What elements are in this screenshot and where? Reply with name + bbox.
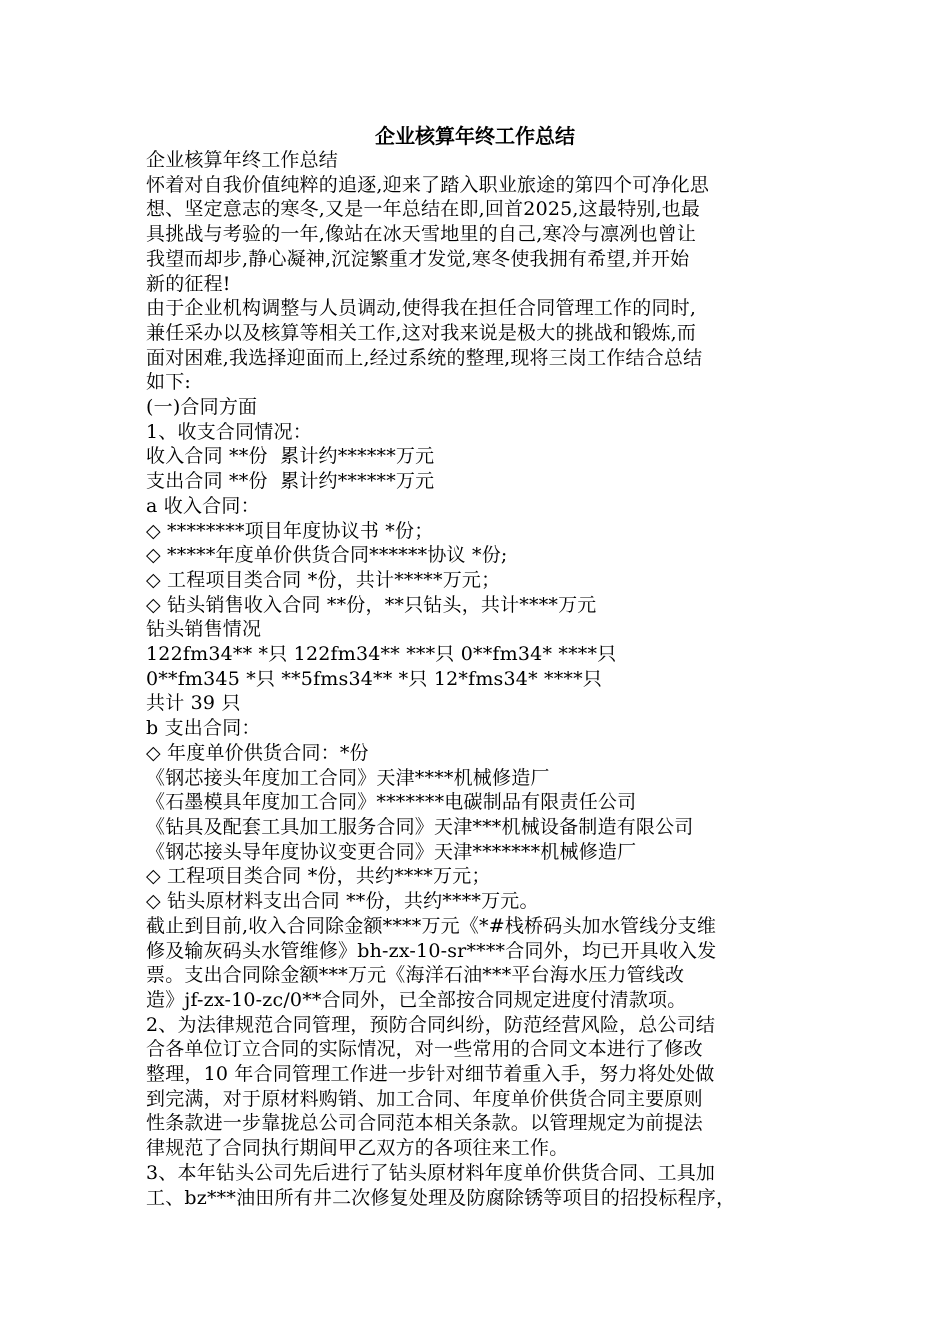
text-line: 共计 39 只: [146, 692, 241, 715]
text-line: 截止到目前,收入合同除金额****万元《*#栈桥码头加水管线分支维: [146, 914, 717, 937]
text-line: 3、本年钻头公司先后进行了钻头原材料年度单价供货合同、工具加: [146, 1161, 716, 1184]
text-line: 收入合同 **份 累计约******万元: [146, 445, 435, 468]
text-line: 票。支出合同除金额***万元《海洋石油***平台海水压力管线改: [146, 964, 685, 987]
text-line: ◇ 工程项目类合同 *份，共约****万元；: [146, 865, 491, 888]
text-line: 1、收支合同情况：: [146, 420, 312, 443]
text-line: 怀着对自我价值纯粹的追逐,迎来了踏入职业旅途的第四个可净化思: [146, 173, 710, 196]
document-title: 企业核算年终工作总结: [375, 124, 575, 148]
text-line: 修及输灰码头水管维修》bh-zx-10-sr****合同外，均已开具收入发: [146, 939, 717, 962]
text-line: ◇ ********项目年度协议书 *份；: [146, 519, 434, 542]
text-line: ◇ 工程项目类合同 *份，共计*****万元；: [146, 568, 501, 591]
text-line: 造》jf-zx-10-zc/0**合同外，已全部按合同规定进度付清款项。: [146, 988, 687, 1011]
text-line: 性条款进一步靠拢总公司合同范本相关条款。以管理规定为前提法: [146, 1112, 703, 1135]
text-line: ◇ *****年度单价供货合同******协议 *份;: [146, 544, 508, 567]
text-line: 企业核算年终工作总结: [146, 149, 339, 171]
document-body: [146, 148, 811, 1210]
text-line: 0**fm345 *只 **5fms34** *只 12*fms34* ****只: [146, 667, 603, 690]
text-line: 具挑战与考验的一年,像站在冰天雪地里的自己,寒冷与凛冽也曾让: [146, 223, 697, 246]
text-line: 我望而却步,静心凝神,沉淀繁重才发觉,寒冬使我拥有希望,并开始: [146, 247, 690, 270]
text-line: 面对困难,我选择迎面而上,经过系统的整理,现将三岗工作结合总结: [146, 346, 703, 369]
text-line: 合各单位订立合同的实际情况，对一些常用的合同文本进行了修改: [146, 1038, 703, 1061]
text-line: a 收入合同：: [146, 494, 260, 517]
text-line: 122fm34** *只 122fm34** ***只 0**fm34* ****只: [146, 643, 617, 666]
text-line: 如下:: [146, 371, 192, 394]
text-line: 钻头销售情况: [146, 618, 262, 641]
text-line: 新的征程!: [146, 272, 231, 295]
text-line: 《石墨模具年度加工合同》*******电碳制品有限责任公司: [146, 791, 637, 814]
text-line: ◇ 年度单价供货合同：*份: [146, 741, 369, 764]
text-line: 律规范了合同执行期间甲乙双方的各项往来工作。: [146, 1137, 569, 1160]
text-line: 《钻具及配套工具加工服务合同》天津***机械设备制造有限公司: [146, 815, 694, 838]
text-line: 由于企业机构调整与人员调动,使得我在担任合同管理工作的同时,: [146, 297, 697, 320]
text-line: ◇ 钻头原材料支出合同 **份，共约****万元。: [146, 890, 539, 913]
text-line: 支出合同 **份 累计约******万元: [146, 470, 435, 493]
text-line: 《钢芯接头导年度协议变更合同》天津*******机械修造厂: [146, 840, 637, 863]
text-line: (一)合同方面: [146, 396, 258, 419]
text-line: 整理，10 年合同管理工作进一步针对细节着重入手，努力将处处做: [146, 1063, 715, 1086]
text-line: 2、为法律规范合同管理，预防合同纠纷，防范经营风险，总公司结: [146, 1013, 716, 1036]
text-line: ◇ 钻头销售收入合同 **份，**只钻头，共计****万元: [146, 593, 597, 616]
text-line: 想、坚定意志的寒冬,又是一年总结在即,回首2025,这最特别,也最: [146, 198, 701, 221]
text-line: 到完满，对于原材料购销、加工合同、年度单价供货合同主要原则: [146, 1087, 703, 1110]
text-line: 《钢芯接头年度加工合同》天津****机械修造厂: [146, 766, 550, 789]
text-line: 工、bz***油田所有井二次修复处理及防腐除锈等项目的招投标程序，: [146, 1186, 736, 1209]
text-line: b 支出合同：: [146, 717, 261, 740]
text-line: 兼任采办以及核算等相关工作,这对我来说是极大的挑战和锻炼,而: [146, 321, 697, 344]
